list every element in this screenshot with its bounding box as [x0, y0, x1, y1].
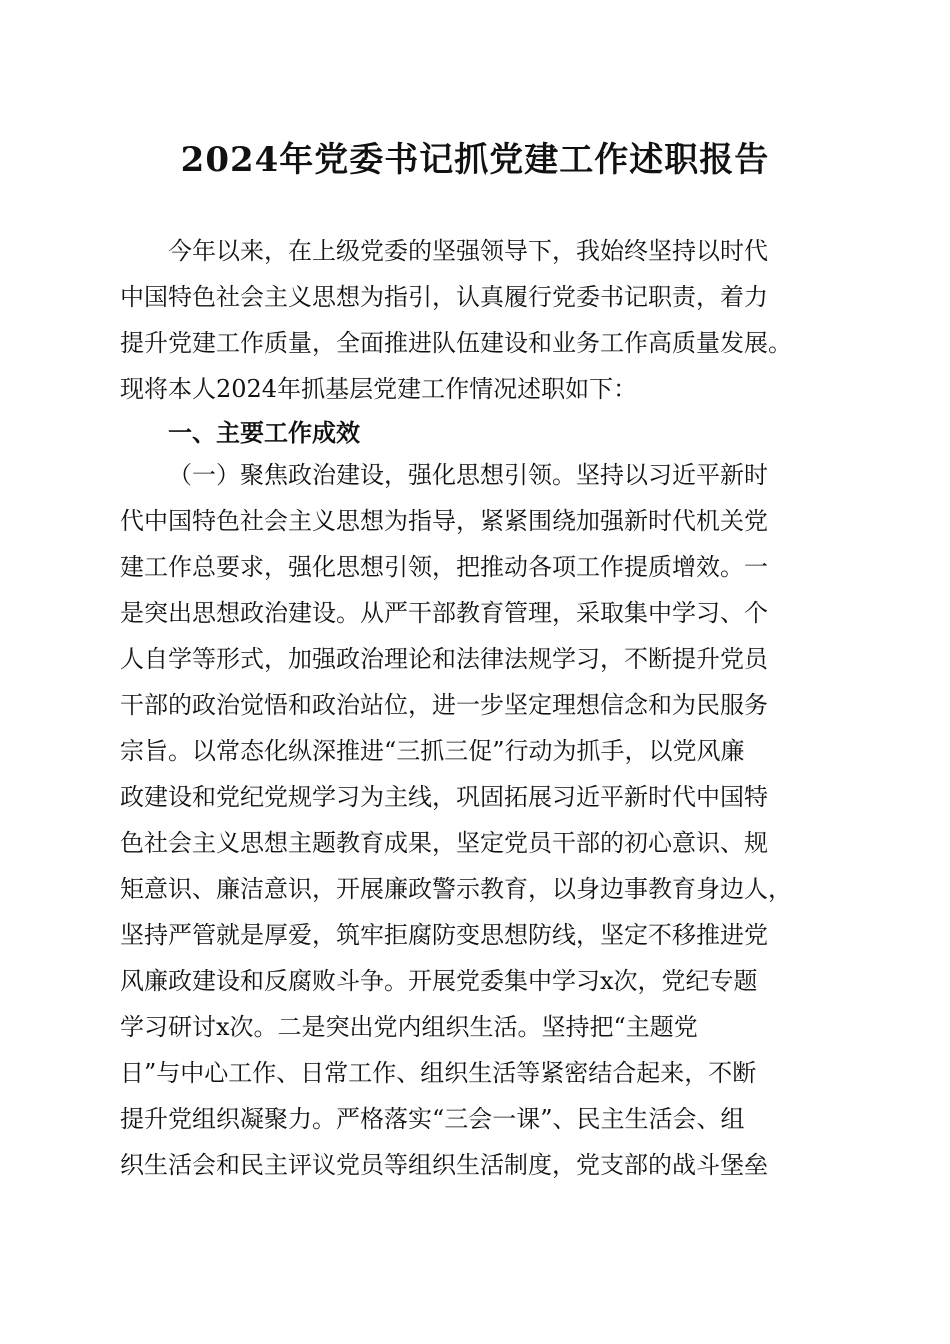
paragraph-line-7: 代中国特色社会主义思想为指导，紧紧围绕加强新时代机关党 — [120, 507, 768, 535]
paragraph-line-19: 日”与中心工作、日常工作、组织生活等紧密结合起来，不断 — [120, 1059, 757, 1087]
paragraph-line-1: 今年以来，在上级党委的坚强领导下，我始终坚持以时代 — [168, 237, 768, 265]
paragraph-line-3: 提升党建工作质量，全面推进队伍建设和业务工作高质量发展。 — [120, 329, 792, 357]
paragraph-line-14: 色社会主义思想主题教育成果，坚定党员干部的初心意识、规 — [120, 829, 768, 857]
paragraph-line-17: 风廉政建设和反腐败斗争。开展党委集中学习x次，党纪专题 — [120, 967, 758, 995]
paragraph-line-2: 中国特色社会主义思想为指引，认真履行党委书记职责，着力 — [120, 283, 768, 311]
paragraph-line-12: 宗旨。以常态化纵深推进“三抓三促”行动为抓手，以党风廉 — [120, 737, 745, 765]
paragraph-line-18: 学习研讨x次。二是突出党内组织生活。坚持把“主题党 — [120, 1013, 698, 1041]
document-title: 2024年党委书记抓党建工作述职报告 — [180, 140, 770, 180]
section-heading: 一、主要工作成效 — [168, 419, 360, 447]
paragraph-line-20: 提升党组织凝聚力。严格落实“三会一课”、民主生活会、组 — [120, 1105, 745, 1133]
paragraph-line-16: 坚持严管就是厚爱，筑牢拒腐防变思想防线，坚定不移推进党 — [120, 921, 768, 949]
paragraph-line-15: 矩意识、廉洁意识，开展廉政警示教育，以身边事教育身边人， — [120, 875, 792, 903]
paragraph-line-8: 建工作总要求，强化思想引领，把推动各项工作提质增效。一 — [120, 553, 768, 581]
paragraph-line-11: 干部的政治觉悟和政治站位，进一步坚定理想信念和为民服务 — [120, 691, 768, 719]
paragraph-line-21: 织生活会和民主评议党员等组织生活制度，党支部的战斗堡垒 — [120, 1151, 768, 1179]
paragraph-line-6: （一）聚焦政治建设，强化思想引领。坚持以习近平新时 — [168, 461, 768, 489]
paragraph-line-10: 人自学等形式，加强政治理论和法律法规学习，不断提升党员 — [120, 645, 768, 673]
paragraph-line-13: 政建设和党纪党规学习为主线，巩固拓展习近平新时代中国特 — [120, 783, 768, 811]
paragraph-line-4: 现将本人2024年抓基层党建工作情况述职如下： — [120, 375, 638, 403]
paragraph-line-9: 是突出思想政治建设。从严干部教育管理，采取集中学习、个 — [120, 599, 768, 627]
